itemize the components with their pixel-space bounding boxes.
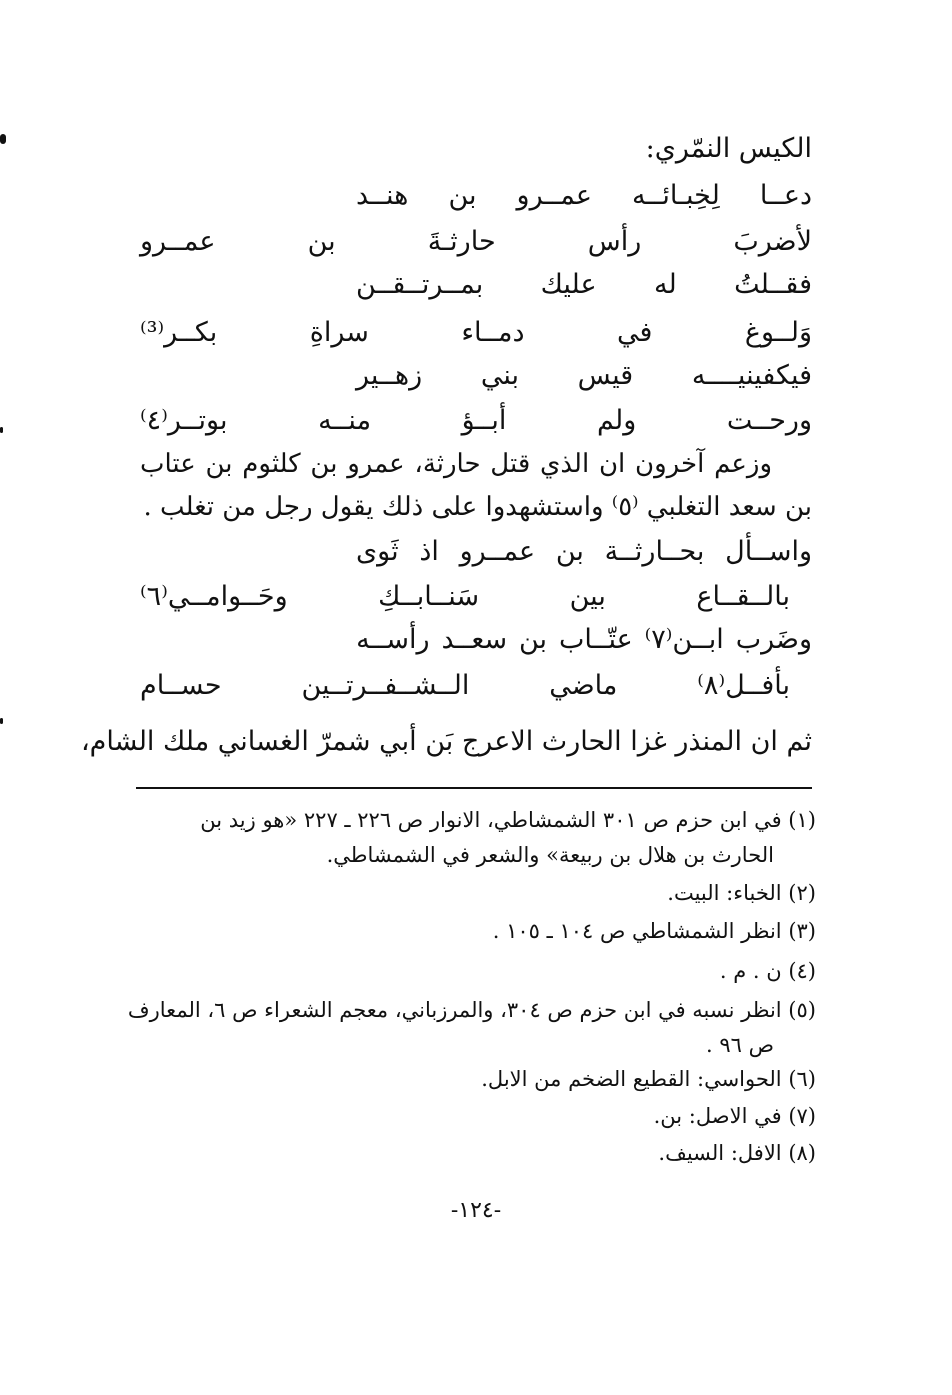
verse-word: لأضربَ [733,226,812,257]
verse-word: بن [555,536,584,567]
verse-word: دمــاء [461,317,525,348]
verse-word: بن [519,624,548,655]
footnote: (٣) انظر الشمشاطي ص ١٠٤ ـ ١٠٥ . [492,919,816,943]
verse-word: اذ [419,536,439,567]
verse-word: عمــرو [516,180,593,211]
verse-word: حســام [140,670,222,701]
verse-word: هنــد [356,180,409,211]
verse-word: وَلــوغ [744,317,812,348]
verse-word: ماضي [549,670,618,701]
verse-word: أبــؤ [461,405,507,436]
verse-word: عمــرو [459,536,536,567]
verse-line [140,313,812,353]
footnote-separator [136,787,812,789]
verse-line [356,176,812,216]
verse-line [140,401,812,441]
verse-line [356,265,812,305]
verse-word: بمــرتــقــن [356,269,484,300]
verse-word: فيكفينيــــه [691,360,812,391]
prose-paragraph: وزعم آخرون ان الذي قتل حارثة، عمرو بن كلثوم بن عتاب بن سعد التغلبي ⁽٥⁾ واستشهدوا على ذلك يقول رجل من تغلب . [140,449,812,522]
verse-word: واســأل [725,536,812,567]
verse-word: سراةِ [309,317,369,348]
footnote: (٢) الخباء: البيت. [667,881,816,905]
verse-line [140,666,790,706]
verse-word: فقــلتُ [734,269,812,300]
verse-word: سَنــابــكِ [378,581,480,612]
margin-mark [0,718,3,724]
footnote: (٧) في الاصل: بن. [653,1104,816,1128]
verse-word: بأفــل⁽٨⁾ [697,670,790,701]
verse-word: سعــد [441,624,508,655]
verse-word: بن [448,180,477,211]
verse-word: بين [569,581,606,612]
footnote-continuation: الحارث بن هلال بن ربيعة» والشعر في الشمشاطي. [326,843,774,867]
intro-label: الكيس النمّري: [645,133,812,164]
verse-word: ثَوى [356,536,399,567]
verse-word: منــه [318,405,372,436]
verse-word: قيس [577,360,634,391]
verse-word: زهــير [356,360,423,391]
verse-word: عليك [540,269,597,300]
prose-paragraph: ثم ان المنذر غزا الحارث الاعرج بَن أبي شمرّ الغساني ملك الشام، [80,726,812,757]
verse-word: بني [480,360,520,391]
verse-line [356,356,812,396]
margin-mark [0,134,6,144]
verse-line [140,577,790,617]
verse-word: عتّــاب [558,624,633,655]
verse-word: وضَرب [735,624,812,655]
verse-word: ابــن⁽٧⁾ [644,624,724,655]
page-number: -١٢٤- [450,1198,502,1223]
verse-line [140,222,812,262]
verse-word: بالــقــاع [696,581,790,612]
verse-word: عمــرو [140,226,216,257]
verse-word: حارثـةَ [427,226,496,257]
verse-line [356,532,812,572]
verse-word: رأســه [356,624,430,655]
verse-word: الــشــفــرتــين [301,670,470,701]
margin-mark [0,427,3,433]
footnote: (٤) ن . م . [719,959,816,983]
footnote: (١) في ابن حزم ص ٣٠١ الشمشاطي، الانوار ص ٢٢٦ ـ ٢٢٧ «هو زيد بن [200,808,816,832]
footnote: (٥) انظر نسبه في ابن حزم ص ٣٠٤، والمرزباني، معجم الشعراء ص ٦، المعارف [127,998,816,1022]
verse-word: بحــارثــة [604,536,705,567]
footnote: (٨) الافل: السيف. [658,1141,816,1165]
verse-word: بن [307,226,336,257]
verse-word: بوتــر⁽٤⁾ [140,405,228,436]
verse-word: له [654,269,677,300]
verse-word: ورحــت [726,405,812,436]
verse-word: دعــا [759,180,812,211]
verse-word: ولم [597,405,637,436]
verse-word: في [616,317,653,348]
verse-word: رأس [587,226,642,257]
verse-line [356,620,812,660]
verse-word: بكــر⁽³⁾ [140,317,218,348]
verse-word: وحَــوامــي⁽٦⁾ [140,581,288,612]
verse-word: لِخِبـائــه [632,180,720,211]
footnote-continuation: ص ٩٦ . [706,1033,774,1057]
footnote: (٦) الحواسي: القطيع الضخم من الابل. [481,1067,816,1091]
